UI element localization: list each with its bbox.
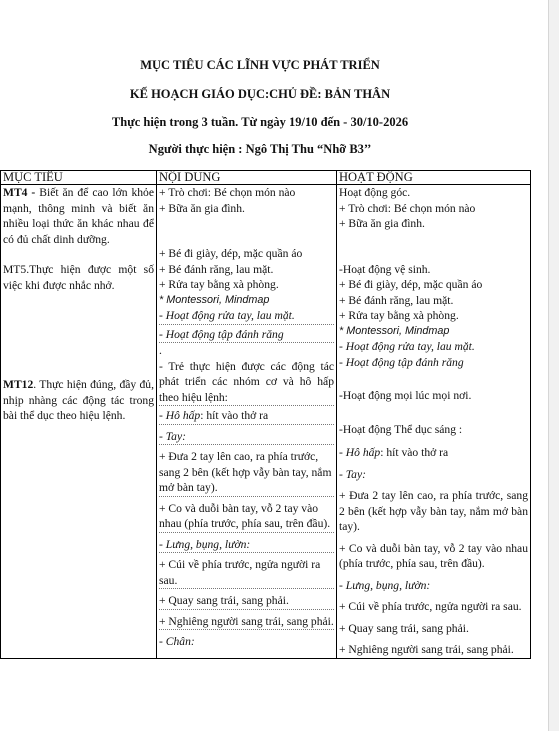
activity-item: + Đưa 2 tay lên cao, ra phía trước, sang 2 bên (kết hợp vẫy bàn tay, nắm mở bàn tay). bbox=[339, 489, 528, 533]
goal-mt12-text: . Thực hiện đúng, đầy đủ, nhịp nhàng các động tác trong bài thể dục theo hiệu lệnh. bbox=[3, 378, 154, 422]
activity-item: - Hoạt động rửa tay, lau mặt. bbox=[339, 340, 475, 353]
goal-mt5: MT5.Thực hiện được một số việc khi được nhắc nhở. bbox=[3, 263, 154, 292]
content-item: - Lưng, bụng, lườn: bbox=[159, 537, 334, 554]
activity-item: + Rửa tay bằng xà phòng. bbox=[339, 309, 459, 322]
content-item: + Co và duỗi bàn tay, vỗ 2 tay vào nhau (phía trước, phía sau, trên đầu). bbox=[159, 501, 334, 533]
content-item: + Quay sang trái, sang phải. bbox=[159, 593, 334, 610]
goal-mt12 bbox=[3, 377, 154, 424]
content-item: - Hoạt động tập đánh răng bbox=[159, 327, 334, 344]
content-item: + Đưa 2 tay lên cao, ra phía trước, sang 2 bên (kết hợp vẫy bàn tay, nắm mở bàn tay). bbox=[159, 449, 334, 497]
header-activities: HOẠT ĐỘNG bbox=[337, 171, 531, 185]
content-item: - Trẻ thực hiện được các động tác phát triển các nhóm cơ và hô hấp theo hiệu lệnh: bbox=[159, 359, 334, 407]
goal-mt4 bbox=[3, 185, 154, 247]
activity-item: Hoạt động góc. bbox=[339, 186, 411, 199]
header-content: NỘI DUNG bbox=[157, 171, 337, 185]
content-item-lead: - Hô hấp bbox=[159, 409, 201, 422]
content-item: + Cúi về phía trước, ngửa người ra sau. bbox=[159, 557, 334, 589]
activities-cell bbox=[337, 185, 531, 659]
goal-mt4-code: MT4 - bbox=[3, 186, 36, 199]
activity-item: - Tay: bbox=[339, 467, 366, 481]
table-header-row bbox=[1, 171, 531, 185]
content-cell bbox=[157, 185, 337, 659]
activity-item: + Bé đánh răng, lau mặt. bbox=[339, 293, 454, 307]
activity-item-lead: - Hô hấp bbox=[339, 446, 381, 459]
goal-mt12-code: MT12 bbox=[3, 378, 34, 391]
goals-cell bbox=[1, 185, 157, 659]
activity-item: -Hoạt động Thể dục sáng : bbox=[339, 422, 463, 436]
content-item: + Rửa tay bằng xà phòng. bbox=[159, 278, 279, 291]
header-goals: MỤC TIÊU bbox=[1, 171, 157, 185]
document-title: MỤC TIÊU CÁC LĨNH VỰC PHÁT TRIỂN bbox=[140, 58, 380, 72]
activity-item: - Hoạt động tập đánh răng bbox=[339, 355, 464, 369]
activity-item: + Co và duỗi bàn tay, vỗ 2 tay vào nhau (phía trước, phía sau, trên đầu). bbox=[339, 541, 528, 570]
table-row bbox=[1, 185, 531, 659]
activity-item: -Hoạt động mọi lúc mọi nơi. bbox=[339, 389, 472, 402]
activity-item bbox=[339, 445, 528, 461]
content-item: + Bé đi giày, dép, mặc quần áo bbox=[159, 247, 303, 260]
activity-item: -Hoạt động vệ sinh. bbox=[339, 262, 431, 276]
activity-item: + Trò chơi: Bé chọn món nào bbox=[339, 201, 476, 215]
content-item: + Bữa ăn gia đình. bbox=[159, 201, 245, 215]
activity-item: + Quay sang trái, sang phải. bbox=[339, 621, 469, 635]
content-item: + Bé đánh răng, lau mặt. bbox=[159, 262, 274, 276]
activity-item: + Cúi về phía trước, ngửa người ra sau. bbox=[339, 600, 522, 613]
plan-period: Thực hiện trong 3 tuần. Từ ngày 19/10 đến - 30/10-2026 bbox=[111, 115, 409, 129]
activity-item: + Bữa ăn gia đình. bbox=[339, 217, 425, 230]
plan-table bbox=[0, 170, 531, 659]
activity-item: + Bé đi giày, dép, mặc quần áo bbox=[339, 278, 483, 291]
activity-item: * Montessori, Mindmap bbox=[339, 324, 450, 337]
content-item: - Hoạt động rửa tay, lau mặt. bbox=[159, 308, 334, 325]
content-item bbox=[159, 408, 334, 425]
activity-item: + Nghiêng người sang trái, sang phải. bbox=[339, 643, 514, 656]
content-item: - Chân: bbox=[159, 635, 195, 648]
content-item: * Montessori, Mindmap bbox=[159, 293, 270, 306]
activity-item-rest: : hít vào thở ra bbox=[380, 446, 449, 459]
goal-mt4-text: Biết ăn để cao lớn khỏe mạnh, thông minh và biết ăn nhiều loại thức ăn khác nhau để có đủ chất dinh dưỡng. bbox=[3, 186, 155, 246]
content-item: - Tay: bbox=[159, 429, 334, 446]
plan-teacher: Người thực hiện : Ngô Thị Thu “Nhỡ B3’’ bbox=[148, 142, 372, 156]
activity-item: - Lưng, bụng, lườn: bbox=[339, 578, 431, 592]
content-item-rest: : hít vào thở ra bbox=[200, 409, 269, 422]
content-item: + Trò chơi: Bé chọn món nào bbox=[159, 186, 296, 199]
plan-title: KẾ HOẠCH GIÁO DỤC:CHỦ ĐỀ: BẢN THÂN bbox=[129, 87, 391, 101]
content-item: + Nghiêng người sang trái, sang phải. bbox=[159, 614, 334, 631]
content-item: . bbox=[159, 344, 162, 357]
